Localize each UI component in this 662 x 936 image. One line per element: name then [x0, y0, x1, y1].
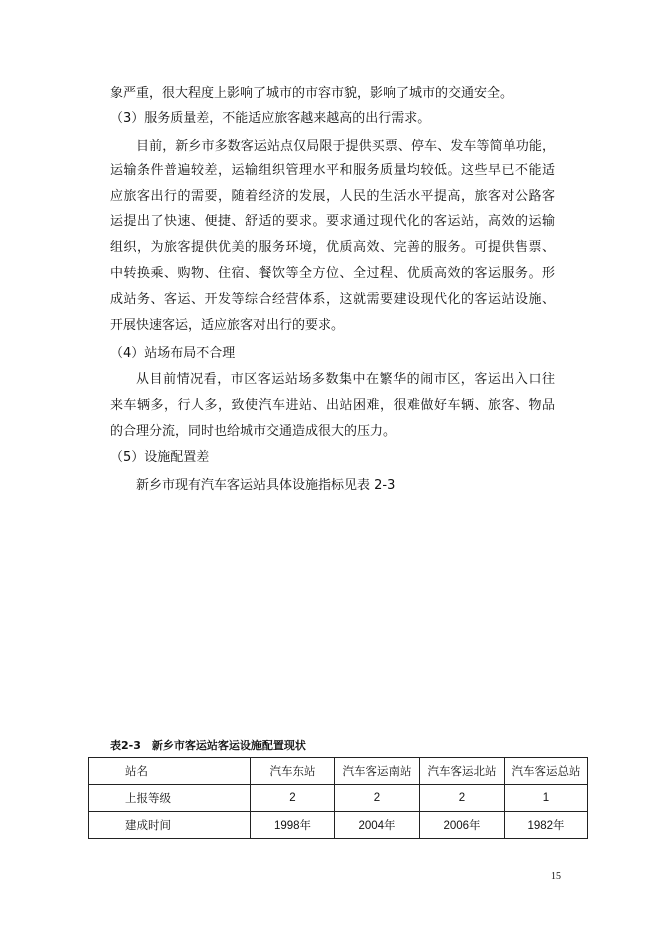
section-heading-4: （4）站场布局不合理 [110, 346, 236, 361]
header-north-station: 汽车客运北站 [420, 758, 505, 785]
body-line-8: 中转换乘、购物、住宿、餐饮等全方位、全过程、优质高效的客运服务。形 [110, 266, 555, 281]
row-label-built-year: 建成时间 [89, 812, 251, 839]
cell-grade-south: 2 [335, 785, 420, 812]
body-line-6: 运提出了快速、便捷、舒适的要求。要求通过现代化的客运站，高效的运输 [110, 214, 555, 229]
page-number: 15 [551, 871, 561, 882]
table-header-row [89, 758, 588, 785]
table-caption: 表2-3 新乡市客运站客运设施配置现状 [110, 739, 306, 752]
cell-year-east: 1998年 [251, 812, 335, 839]
body-line-14: 的合理分流，同时也给城市交通造成很大的压力。 [110, 424, 397, 439]
section-heading-5: （5）设施配置差 [110, 450, 210, 465]
row-label-grade: 上报等级 [89, 785, 251, 812]
table-row [89, 785, 588, 812]
table-reference-line: 新乡市现有汽车客运站具体设施指标见表 2-3 [136, 478, 396, 493]
cell-grade-north: 2 [420, 785, 505, 812]
body-line-12: 从目前情况看，市区客运站场多数集中在繁华的闹市区，客运出入口往 [136, 372, 555, 387]
cell-grade-east: 2 [251, 785, 335, 812]
table-row [89, 812, 588, 839]
cell-year-south: 2004年 [335, 812, 420, 839]
header-station-name: 站名 [89, 758, 251, 785]
body-line-5: 应旅客出行的需要，随着经济的发展，人民的生活水平提高，旅客对公路客 [110, 189, 555, 204]
header-central-station: 汽车客运总站 [505, 758, 588, 785]
body-line-4: 运输条件普遍较差，运输组织管理水平和服务质量均较低。这些早已不能适 [110, 163, 555, 178]
body-line-1: 象严重，很大程度上影响了城市的市容市貌，影响了城市的交通安全。 [110, 86, 514, 101]
body-line-7: 组织，为旅客提供优美的服务环境，优质高效、完善的服务。可提供售票、 [110, 240, 555, 255]
body-line-13: 来车辆多，行人多，致使汽车进站、出站困难，很难做好车辆、旅客、物品 [110, 398, 555, 413]
body-line-9: 成站务、客运、开发等综合经营体系，这就需要建设现代化的客运站设施、 [110, 292, 555, 307]
body-line-10: 开展快速客运，适应旅客对出行的要求。 [110, 318, 345, 333]
cell-year-central: 1982年 [505, 812, 588, 839]
header-east-station: 汽车东站 [251, 758, 335, 785]
body-line-3: 目前，新乡市多数客运站点仅局限于提供买票、停车、发车等简单功能， [136, 139, 555, 154]
cell-year-north: 2006年 [420, 812, 505, 839]
section-heading-3: （3）服务质量差，不能适应旅客越来越高的出行需求。 [110, 111, 431, 126]
cell-grade-central: 1 [505, 785, 588, 812]
header-south-station: 汽车客运南站 [335, 758, 420, 785]
station-facilities-table [88, 757, 588, 839]
